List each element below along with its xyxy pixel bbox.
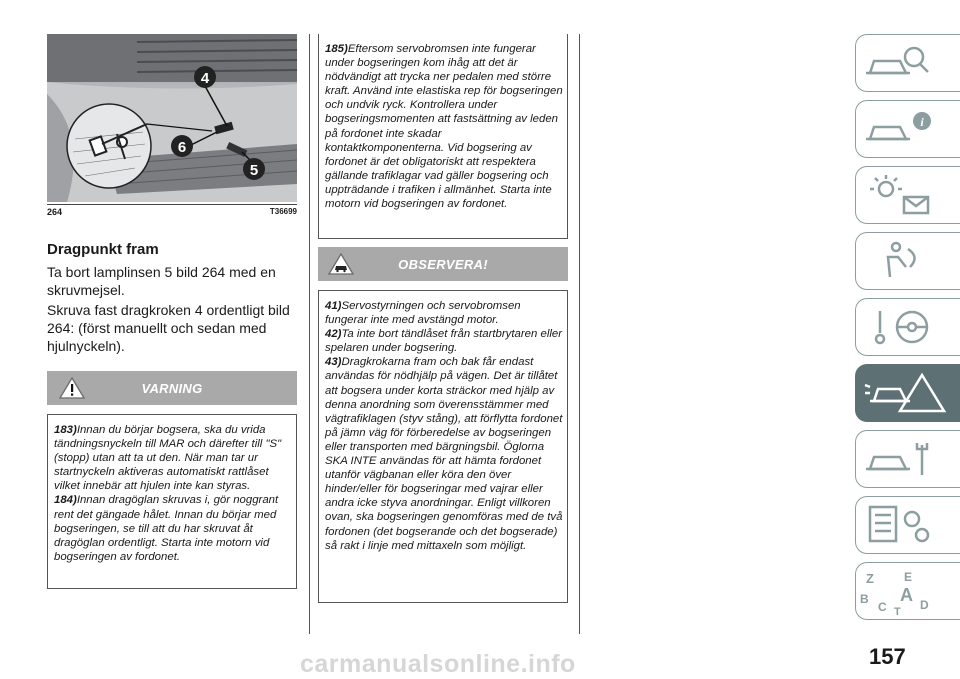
section-heading: Dragpunkt fram [47, 241, 159, 258]
svg-text:Z: Z [866, 571, 874, 586]
watermark: carmanualsonline.info [300, 650, 576, 678]
tab-car-emergency[interactable] [855, 364, 960, 422]
warning-item [54, 423, 292, 493]
item-number: 183) [54, 424, 77, 436]
alphabet-index-icon [860, 567, 950, 615]
item-text: Dragkrokarna fram och bak får endast användas för nödhjälp på vägen. Det är tillåtet att bogsera under korta sträckor med hjälp av denna anordning som överensstämmer med vägtrafiklagen (styv stång), att förflytta fordonet på jämn väg för förberedelse av bogseringen eller transporten med bärgningsbil. Öglorna SKA INTE användas för att hämta fordonet utanför vägbanan eller köra den över hinder/eller för bogseringar med vajrar eller andra icke styva anordningar. Enligt villkoren ovan, ska bogseringen genomföras med de två fordonen (det bogserande och det bogserade) så rakt i linje med mittaxeln som möjligt. [325, 356, 563, 552]
svg-text:D: D [920, 598, 929, 612]
tab-car-wrench[interactable] [855, 430, 960, 488]
column-divider [309, 34, 310, 634]
page-number: 157 [869, 644, 906, 669]
tab-data-gears[interactable] [855, 496, 960, 554]
item-number: 184) [54, 494, 77, 507]
tab-alphabet-index[interactable] [855, 562, 960, 620]
item-text: Innan du börjar bogsera, ska du vrida tändningsnyckeln till MAR och därefter till "S" (stopp) utan att ta ut den. När man tar ur startnyckeln aktiveras automatiskt rattlåset vilket innebär att hjulen inte kan styras. [54, 424, 282, 493]
warning-banner [47, 371, 297, 405]
svg-text:T: T [894, 606, 901, 615]
car-wrench-icon [860, 435, 950, 483]
bumper-illustration [47, 34, 297, 202]
item-text: Eftersom servobromsen inte fungerar under bogseringen kom ihåg att det är nödvändigt att trycka ner pedalen med större kraft. Använd inte elastiska rep för bogseringen och undvik ryck. Kontrollera under bogseringsmomenten att fastsättning av leden på fordonet inte skadar kontaktkomponenterna. Vid bogsering av fordonet är det obligatoriskt att respektera gällande trafiklagar vad gäller bogsering och uppträdande i trafiken i allmänhet. Starta inte motorn vid bogseringen av fordonet. [325, 43, 563, 211]
callout-5 [243, 158, 265, 180]
tab-airbag-seat[interactable] [855, 232, 960, 290]
warning-item [325, 42, 563, 211]
notice-banner [318, 247, 568, 281]
warning-triangle-icon [59, 377, 85, 399]
item-text: Innan dragöglan skruvas i, gör noggrant rent det gängade hålet. Innan du börjar med bogseringen, se till att du har skruvat åt dragöglan ordentligt. Starta inte motorn vid bogseringen av fordonet. [54, 494, 279, 563]
lights-message-icon [860, 171, 950, 219]
car-emergency-icon [860, 369, 950, 417]
notice-item [325, 355, 563, 552]
towing-eye-figure [47, 34, 297, 202]
item-number: 42) [325, 328, 342, 341]
column-divider [579, 34, 580, 634]
data-gears-icon [860, 501, 950, 549]
tab-lights-message[interactable] [855, 166, 960, 224]
svg-text:A: A [900, 585, 913, 605]
callout-4 [194, 66, 216, 88]
warning-box-continued [318, 34, 568, 239]
figure-number: 264 [47, 207, 63, 217]
warning-box [47, 414, 297, 589]
figure-caption [47, 204, 297, 219]
paragraph-fasten-hook: Skruva fast dragkroken 4 ordentligt bild 264: (först manuellt och sedan med hjulnyckeln). [47, 302, 290, 354]
svg-text:6: 6 [177, 139, 187, 156]
airbag-seat-icon [860, 237, 950, 285]
item-number: 43) [325, 356, 342, 369]
notice-box [318, 290, 568, 603]
figure-code: T36699 [269, 207, 297, 216]
svg-text:B: B [860, 592, 869, 606]
car-notice-icon [328, 253, 354, 275]
warning-item [54, 493, 292, 563]
warning-label: VARNING [141, 380, 203, 396]
item-text: Ta inte bort tändlåset från startbrytaren eller spelaren under bogsering. [325, 328, 563, 355]
tab-key-steering[interactable] [855, 298, 960, 356]
tab-car-info[interactable] [855, 100, 960, 158]
item-number: 41) [325, 300, 342, 312]
svg-text:E: E [904, 570, 913, 584]
svg-text:C: C [878, 600, 887, 614]
paragraph-remove-lens: Ta bort lamplinsen 5 bild 264 med en skruvmejsel. [47, 264, 276, 298]
notice-item [325, 327, 563, 355]
notice-label: OBSERVERA! [398, 256, 488, 272]
notice-item [325, 299, 563, 327]
svg-text:4: 4 [200, 70, 210, 87]
item-text: Servostyrningen och servobromsen fungerar inte med avstängd motor. [325, 300, 521, 327]
svg-text:5: 5 [249, 162, 259, 179]
key-steering-wheel-icon [860, 303, 950, 351]
callout-6 [171, 135, 193, 157]
item-number: 185) [325, 43, 348, 55]
svg-text:i: i [920, 115, 924, 129]
car-info-icon [860, 105, 950, 153]
car-search-icon [860, 39, 950, 87]
tab-car-search[interactable] [855, 34, 960, 92]
